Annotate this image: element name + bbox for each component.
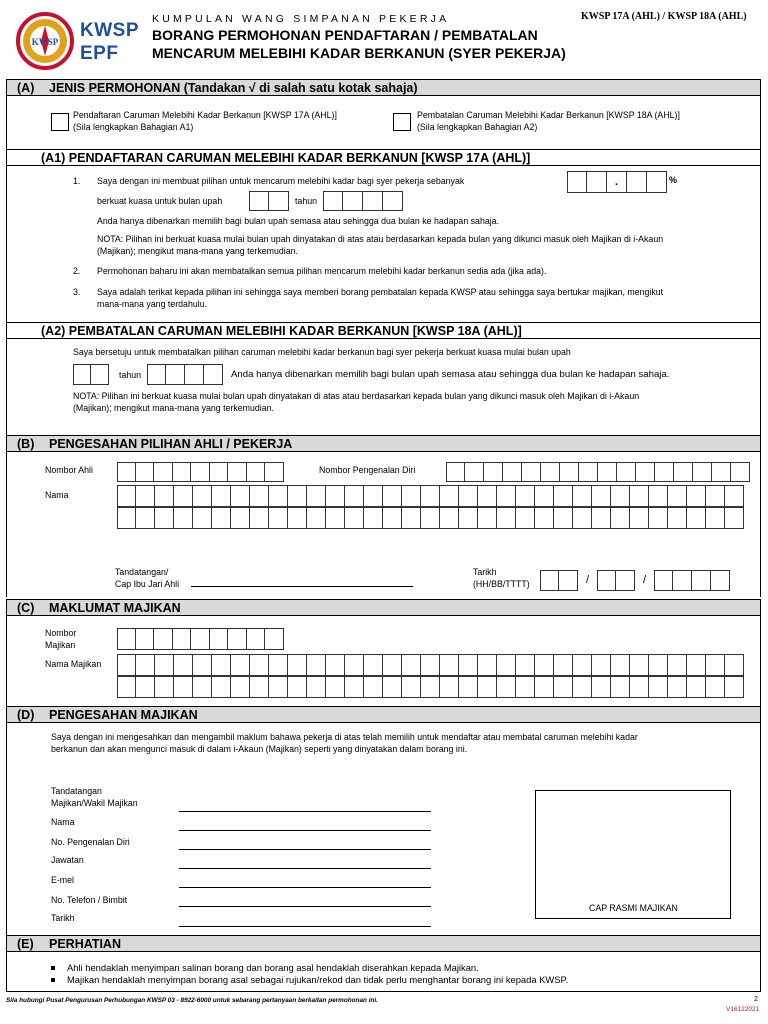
char-box[interactable] — [288, 676, 307, 698]
a1-allowed-months-text: Anda hanya dibenarkan memilih bagi bulan upah semasa atau sehingga dua bulan ke hadapan sahaja. — [97, 216, 500, 226]
char-box[interactable] — [592, 676, 611, 698]
char-box[interactable] — [725, 676, 744, 698]
char-box[interactable] — [649, 676, 668, 698]
bullet-icon — [51, 978, 55, 982]
char-box[interactable] — [687, 676, 706, 698]
char-box[interactable] — [516, 485, 535, 507]
nombor-majikan-label2: Majikan — [45, 640, 76, 650]
section-c-body — [6, 616, 761, 706]
char-box[interactable] — [649, 485, 668, 507]
char-box[interactable] — [136, 654, 155, 676]
nombor-majikan-label1: Nombor — [45, 628, 77, 638]
char-box[interactable] — [231, 507, 250, 529]
char-box[interactable] — [440, 485, 459, 507]
option-pembatalan-label2: (Sila lengkapkan Bahagian A2) — [417, 122, 538, 132]
char-box[interactable] — [611, 507, 630, 529]
char-box[interactable] — [117, 676, 136, 698]
nama-majikan-boxes-row2[interactable] — [117, 676, 744, 698]
char-box[interactable] — [459, 676, 478, 698]
section-d-label: (D) — [17, 708, 35, 722]
char-box[interactable] — [174, 654, 193, 676]
section-e-header — [6, 935, 761, 952]
form-code: KWSP 17A (AHL) / KWSP 18A (AHL) — [581, 11, 747, 22]
section-e-title: PERHATIAN — [49, 937, 121, 951]
nama-boxes-row2[interactable] — [117, 507, 744, 529]
d-jawatan-line[interactable] — [179, 868, 431, 869]
section-e-label: (E) — [17, 937, 34, 951]
logo-kwsp-text: KWSP — [80, 20, 139, 41]
char-box[interactable] — [231, 654, 250, 676]
char-box[interactable] — [459, 485, 478, 507]
date-slash-1: / — [578, 570, 597, 591]
char-box[interactable] — [250, 507, 269, 529]
char-box[interactable] — [478, 485, 497, 507]
char-box[interactable] — [117, 485, 136, 507]
a1-item1-number: 1. — [73, 176, 81, 186]
section-b-title: PENGESAHAN PILIHAN AHLI / PEKERJA — [49, 437, 293, 451]
char-box[interactable] — [383, 676, 402, 698]
section-a-header — [6, 79, 761, 96]
option-pendaftaran-checkbox[interactable] — [51, 113, 69, 131]
page-number: 2 — [754, 996, 758, 1003]
char-box[interactable] — [459, 654, 478, 676]
percent-sign: % — [669, 175, 678, 185]
char-box[interactable] — [231, 676, 250, 698]
char-box[interactable] — [288, 654, 307, 676]
char-box[interactable] — [174, 507, 193, 529]
nombor-pengenalan-label: Nombor Pengenalan Diri — [319, 465, 416, 475]
a2-nota-line1: NOTA: Pilihan ini berkuat kuasa mulai bulan upah dinyatakan di atas atau berdasarkan kepada bulan yang dikunci masuk oleh Majikan di i-Akaun — [73, 391, 640, 401]
a2-text: Saya bersetuju untuk membatalkan pilihan caruman melebihi kadar berkanun bagi syer pekerja berkuat kuasa mulai bulan upah — [73, 347, 571, 357]
char-box[interactable] — [440, 676, 459, 698]
char-box[interactable] — [668, 507, 687, 529]
char-box[interactable] — [421, 485, 440, 507]
char-box[interactable] — [193, 485, 212, 507]
char-box[interactable] — [383, 485, 402, 507]
decimal-point: . — [607, 171, 627, 193]
a1-item3-number: 3. — [73, 287, 81, 297]
char-box[interactable] — [250, 676, 269, 698]
logo-epf-text: EPF — [80, 43, 119, 64]
char-box[interactable] — [725, 485, 744, 507]
char-box[interactable] — [345, 654, 364, 676]
char-box[interactable] — [250, 485, 269, 507]
char-box[interactable] — [421, 654, 440, 676]
char-box[interactable] — [706, 507, 725, 529]
char-box[interactable] — [288, 485, 307, 507]
char-box[interactable] — [402, 485, 421, 507]
d-emel-label: E-mel — [51, 875, 74, 885]
char-box[interactable] — [326, 654, 345, 676]
a2-year-boxes[interactable] — [147, 364, 223, 385]
char-box[interactable] — [516, 654, 535, 676]
d-tarikh-label: Tarikh — [51, 913, 75, 923]
char-box[interactable] — [193, 507, 212, 529]
char-box[interactable] — [174, 676, 193, 698]
section-c-header — [6, 599, 761, 616]
char-box[interactable] — [326, 485, 345, 507]
d-jawatan-label: Jawatan — [51, 855, 84, 865]
char-box[interactable] — [402, 676, 421, 698]
char-box[interactable] — [497, 507, 516, 529]
option-pembatalan-label1: Pembatalan Caruman Melebihi Kadar Berkanun [KWSP 18A (AHL)] — [417, 110, 680, 120]
section-a2-title: (A2) PEMBATALAN CARUMAN MELEBIHI KADAR BERKANUN [KWSP 18A (AHL)] — [41, 324, 522, 338]
char-box[interactable] — [364, 507, 383, 529]
char-box[interactable] — [307, 676, 326, 698]
char-box[interactable] — [573, 654, 592, 676]
a1-month-boxes[interactable] — [249, 191, 289, 211]
char-box[interactable] — [231, 485, 250, 507]
char-box[interactable] — [269, 507, 288, 529]
char-box[interactable] — [307, 507, 326, 529]
char-box[interactable] — [573, 507, 592, 529]
org-name: KUMPULAN WANG SIMPANAN PEKERJA — [152, 13, 450, 25]
char-box[interactable] — [155, 485, 174, 507]
nombor-ahli-label: Nombor Ahli — [45, 465, 93, 475]
char-box[interactable] — [193, 676, 212, 698]
char-box[interactable] — [725, 654, 744, 676]
char-box[interactable] — [497, 654, 516, 676]
char-box[interactable] — [687, 654, 706, 676]
a1-nota-line1: NOTA: Pilihan ini berkuat kuasa mulai bulan upah dinyatakan di atas atau berdasarkan kepada bulan yang dikunci masuk oleh Majikan di i-Akaun — [97, 234, 664, 244]
char-box[interactable] — [706, 676, 725, 698]
char-box[interactable] — [573, 485, 592, 507]
char-box[interactable] — [554, 507, 573, 529]
nombor-pengenalan-boxes[interactable] — [446, 462, 750, 482]
char-box[interactable] — [459, 507, 478, 529]
char-box[interactable] — [383, 507, 402, 529]
char-box[interactable] — [364, 654, 383, 676]
a1-item2-text: Permohonan baharu ini akan membatalkan semua pilihan mencarum melebihi kadar berkanun sedia ada (jika ada). — [97, 266, 547, 276]
char-box[interactable] — [573, 676, 592, 698]
d-tarikh-line[interactable] — [179, 926, 431, 927]
char-box[interactable] — [326, 676, 345, 698]
a1-item2-number: 2. — [73, 266, 81, 276]
nombor-majikan-boxes[interactable] — [117, 628, 284, 650]
char-box[interactable] — [383, 654, 402, 676]
char-box[interactable] — [497, 676, 516, 698]
d-telefon-label: No. Telefon / Bimbit — [51, 895, 128, 905]
char-box[interactable] — [155, 676, 174, 698]
char-box[interactable] — [345, 485, 364, 507]
char-box[interactable] — [706, 654, 725, 676]
a2-allowed-months-text: Anda hanya dibenarkan memilih bagi bulan upah semasa atau sehingga dua bulan ke hadapan sahaja. — [231, 369, 670, 380]
char-box[interactable] — [440, 654, 459, 676]
section-a1-body — [6, 166, 761, 322]
char-box[interactable] — [535, 676, 554, 698]
char-box[interactable] — [649, 654, 668, 676]
section-e-body — [6, 952, 761, 992]
char-box[interactable] — [668, 654, 687, 676]
d-nama-line[interactable] — [179, 830, 431, 831]
char-box[interactable] — [611, 676, 630, 698]
d-no-pengenalan-line[interactable] — [179, 849, 431, 850]
char-box[interactable] — [592, 507, 611, 529]
section-c-title: MAKLUMAT MAJIKAN — [49, 601, 181, 615]
char-box[interactable] — [288, 507, 307, 529]
char-box[interactable] — [535, 507, 554, 529]
char-box[interactable] — [326, 507, 345, 529]
d-declaration-line1: Saya dengan ini mengesahkan dan mengambil maklum bahawa pekerja di atas telah memilih untuk mendaftar atau membatal caruman melebihi kadar — [51, 732, 638, 742]
a2-month-boxes[interactable] — [73, 364, 109, 385]
cap-rasmi-box[interactable] — [535, 790, 731, 919]
tarikh-label2: (HH/BB/TTTT) — [473, 579, 530, 589]
a1-item1-text: Saya dengan ini membuat pilihan untuk mencarum melebihi kadar bagi syer pekerja sebanyak — [97, 176, 465, 186]
d-nama-label: Nama — [51, 817, 75, 827]
a1-item3-text1: Saya adalah terikat kepada pilihan ini sehingga saya memberi borang pembatalan kepada KWSP atau sehingga saya bertukar majikan, mengikut — [97, 287, 664, 297]
char-box[interactable] — [611, 485, 630, 507]
tandatangan-label2: Cap Ibu Jari Ahli — [115, 579, 180, 589]
char-box[interactable] — [136, 485, 155, 507]
char-box[interactable] — [269, 654, 288, 676]
char-box[interactable] — [554, 676, 573, 698]
char-box[interactable] — [611, 654, 630, 676]
char-box[interactable] — [269, 676, 288, 698]
char-box[interactable] — [478, 654, 497, 676]
char-box[interactable] — [117, 507, 136, 529]
char-box[interactable] — [706, 485, 725, 507]
char-box[interactable] — [630, 485, 649, 507]
nama-boxes-row1[interactable] — [117, 485, 744, 507]
nama-majikan-boxes-row1[interactable] — [117, 654, 744, 676]
char-box[interactable] — [687, 485, 706, 507]
char-box[interactable] — [136, 676, 155, 698]
footer-contact: Sila hubungi Pusat Pengurusan Perhubungan KWSP 03 - 8922-6000 untuk sebarang pertanyaan berkaitan permohonan ini. — [6, 997, 378, 1004]
char-box[interactable] — [554, 485, 573, 507]
option-pendaftaran-label1: Pendaftaran Caruman Melebihi Kadar Berkanun [KWSP 17A (AHL)] — [73, 110, 337, 120]
tarikh-boxes[interactable] — [540, 570, 730, 591]
bullet-icon — [51, 966, 55, 970]
tandatangan-label1: Tandatangan/ — [115, 567, 169, 577]
a1-item3-text2: mana-mana yang terdahulu. — [97, 299, 208, 309]
a1-item1-month-text: berkuat kuasa untuk bulan upah — [97, 196, 223, 206]
a1-year-boxes[interactable] — [323, 191, 403, 211]
nama-label: Nama — [45, 490, 69, 500]
char-box[interactable] — [687, 507, 706, 529]
d-tandatangan-label1: Tandatangan — [51, 786, 102, 796]
section-a-body — [6, 96, 761, 149]
form-title-line1: BORANG PERMOHONAN PENDAFTARAN / PEMBATALAN — [152, 27, 538, 43]
char-box[interactable] — [212, 654, 231, 676]
char-box[interactable] — [535, 654, 554, 676]
char-box[interactable] — [307, 654, 326, 676]
char-box[interactable] — [630, 654, 649, 676]
section-a2-header — [6, 322, 761, 339]
char-box[interactable] — [307, 485, 326, 507]
char-box[interactable] — [193, 654, 212, 676]
char-box[interactable] — [250, 654, 269, 676]
a1-nota-line2: (Majikan); mengikut mana-mana yang terkemudian. — [97, 246, 298, 256]
section-a-title: JENIS PERMOHONAN (Tandakan √ di salah satu kotak sahaja) — [49, 81, 418, 95]
d-no-pengenalan-label: No. Pengenalan Diri — [51, 837, 130, 847]
nama-majikan-label: Nama Majikan — [45, 659, 102, 669]
char-box[interactable] — [269, 485, 288, 507]
char-box[interactable] — [421, 507, 440, 529]
d-emel-line[interactable] — [179, 887, 431, 888]
char-box[interactable] — [212, 676, 231, 698]
char-box[interactable] — [497, 485, 516, 507]
form-title-line2: MENCARUM MELEBIHI KADAR BERKANUN (SYER PEKERJA) — [152, 45, 566, 61]
a2-nota-line2: (Majikan); mengikut mana-mana yang terkemudian. — [73, 403, 274, 413]
char-box[interactable] — [212, 485, 231, 507]
section-a1-title: (A1) PENDAFTARAN CARUMAN MELEBIHI KADAR BERKANUN [KWSP 17A (AHL)] — [41, 151, 531, 165]
section-c-label: (C) — [17, 601, 35, 615]
kwsp-logo — [16, 12, 139, 72]
section-a1-header — [6, 149, 761, 166]
char-box[interactable] — [345, 507, 364, 529]
char-box[interactable] — [554, 654, 573, 676]
section-d-body — [6, 723, 761, 935]
rate-input-boxes[interactable] — [567, 171, 667, 193]
a2-tahun-label: tahun — [119, 370, 142, 380]
tandatangan-line[interactable] — [191, 586, 413, 587]
cap-rasmi-label: CAP RASMI MAJIKAN — [589, 903, 678, 913]
char-box[interactable] — [725, 507, 744, 529]
char-box[interactable] — [649, 507, 668, 529]
char-box[interactable] — [668, 676, 687, 698]
d-tandatangan-line[interactable] — [179, 811, 431, 812]
char-box[interactable] — [478, 507, 497, 529]
char-box[interactable] — [440, 507, 459, 529]
char-box[interactable] — [630, 676, 649, 698]
section-d-header — [6, 706, 761, 723]
date-slash-2: / — [635, 570, 654, 591]
char-box[interactable] — [155, 507, 174, 529]
emblem-icon — [16, 12, 74, 70]
section-a-label: (A) — [17, 81, 35, 95]
section-b-label: (B) — [17, 437, 35, 451]
char-box[interactable] — [155, 654, 174, 676]
perhatian-item2: Majikan hendaklah menyimpan borang asal sebagai rujukan/rekod dan tidak perlu menghantar borang ini kepada KWSP. — [67, 974, 569, 985]
char-box[interactable] — [668, 485, 687, 507]
char-box[interactable] — [421, 676, 440, 698]
d-telefon-line[interactable] — [179, 906, 431, 907]
section-a2-body — [6, 339, 761, 435]
a1-tahun-label: tahun — [295, 196, 318, 206]
section-b-body — [6, 452, 761, 597]
option-pembatalan-checkbox[interactable] — [393, 113, 411, 131]
char-box[interactable] — [535, 485, 554, 507]
char-box[interactable] — [402, 507, 421, 529]
tarikh-label1: Tarikh — [473, 567, 497, 577]
char-box[interactable] — [117, 654, 136, 676]
char-box[interactable] — [136, 507, 155, 529]
d-declaration-line2: berkanun dan akan mengunci masuk di dalam i-Akaun (Majikan) seperti yang dinyatakan dalam borang ini. — [51, 744, 468, 754]
char-box[interactable] — [516, 676, 535, 698]
section-b-header — [6, 435, 761, 452]
option-pendaftaran-label2: (Sila lengkapkan Bahagian A1) — [73, 122, 194, 132]
perhatian-item1: Ahli hendaklah menyimpan salinan borang dan borang asal hendaklah diserahkan kepada Majikan. — [67, 962, 479, 973]
char-box[interactable] — [516, 507, 535, 529]
char-box[interactable] — [402, 654, 421, 676]
char-box[interactable] — [592, 485, 611, 507]
char-box[interactable] — [212, 507, 231, 529]
char-box[interactable] — [345, 676, 364, 698]
section-d-title: PENGESAHAN MAJIKAN — [49, 708, 198, 722]
version-code: V16122021 — [726, 1006, 760, 1013]
char-box[interactable] — [592, 654, 611, 676]
svg-text:KWSP: KWSP — [31, 37, 59, 47]
char-box[interactable] — [174, 485, 193, 507]
char-box[interactable] — [364, 485, 383, 507]
char-box[interactable] — [630, 507, 649, 529]
nombor-ahli-boxes[interactable] — [117, 462, 284, 482]
char-box[interactable] — [364, 676, 383, 698]
d-tandatangan-label2: Majikan/Wakil Majikan — [51, 798, 138, 808]
char-box[interactable] — [478, 676, 497, 698]
